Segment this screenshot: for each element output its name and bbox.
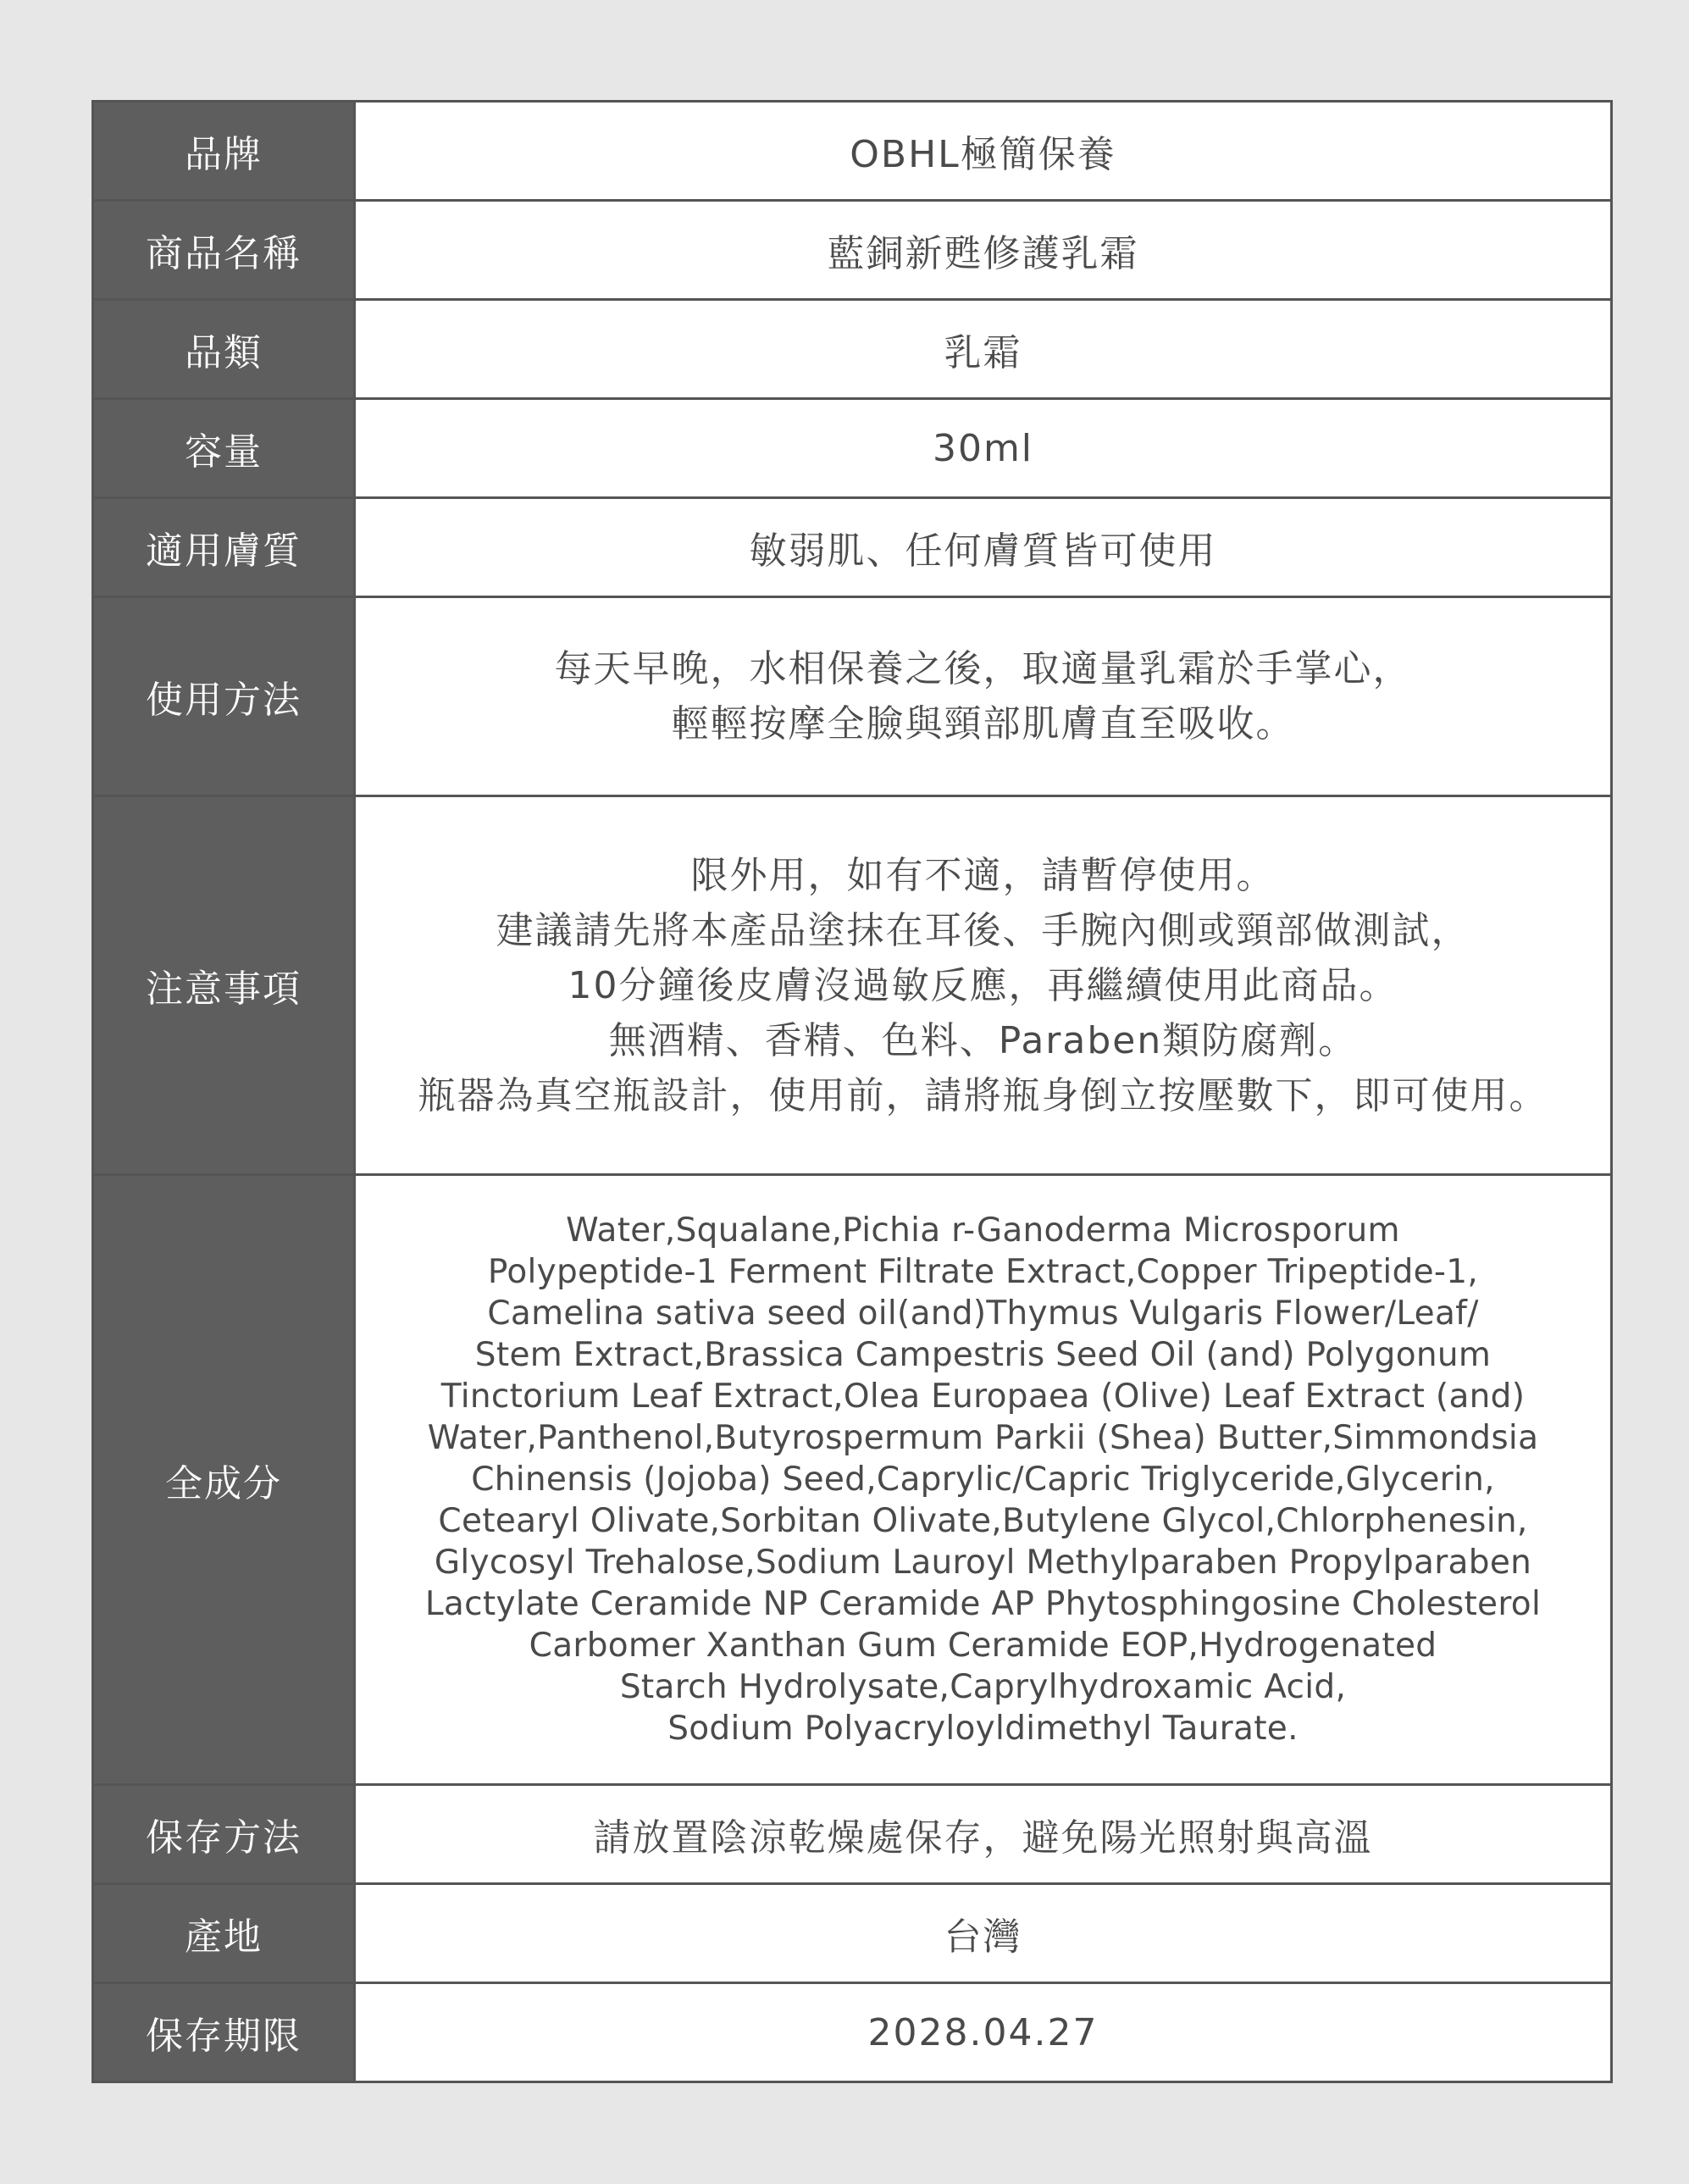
row-value-product-name: 藍銅新甦修護乳霜 — [355, 201, 1612, 300]
row-label-origin: 產地 — [93, 1884, 355, 1983]
row-label-product-name: 商品名稱 — [93, 201, 355, 300]
row-brand — [93, 102, 1612, 201]
row-value-volume: 30ml — [355, 399, 1612, 498]
product-spec-table — [91, 100, 1613, 2083]
row-volume — [93, 399, 1612, 498]
row-ingredients — [93, 1175, 1612, 1785]
row-origin — [93, 1884, 1612, 1983]
row-label-storage: 保存方法 — [93, 1785, 355, 1884]
row-label-skin-type: 適用膚質 — [93, 498, 355, 597]
row-expiry — [93, 1983, 1612, 2082]
row-value-ingredients: Water,Squalane,Pichia r-Ganoderma Microsporum Polypeptide-1 Ferment Filtrate Extract,Copper Tripeptide-1, Camelina sativa seed oil(and)Thymus Vulgaris Flower/Leaf/ Stem Extract,Brassica Campestris Seed Oil (and) Polygonum Tinctorium Leaf Extract,Olea Europaea (Olive) Leaf Extract (and) Water,Panthenol,Butyrospermum Parkii (Shea) Butter,Simmondsia Chinensis (Jojoba) Seed,Caprylic/Capric Triglyceride,Glycerin, Cetearyl Olivate,Sorbitan Olivate,Butylene Glycol,Chlorphenesin, Glycosyl Trehalose,Sodium Lauroyl Methylparaben Propylparaben Lactylate Ceramide NP Ceramide AP Phytosphingosine Cholesterol Carbomer Xanthan Gum Ceramide EOP,Hydrogenated Starch Hydrolysate,Caprylhydroxamic Acid, Sodium Polyacryloyldimethyl Taurate. — [355, 1175, 1612, 1785]
row-value-brand: OBHL極簡保養 — [355, 102, 1612, 201]
row-usage — [93, 597, 1612, 796]
row-label-usage: 使用方法 — [93, 597, 355, 796]
row-label-expiry: 保存期限 — [93, 1983, 355, 2082]
row-label-volume: 容量 — [93, 399, 355, 498]
row-label-precautions: 注意事項 — [93, 796, 355, 1175]
row-value-storage: 請放置陰涼乾燥處保存，避免陽光照射與高溫 — [355, 1785, 1612, 1884]
row-value-precautions: 限外用，如有不適，請暫停使用。 建議請先將本產品塗抹在耳後、手腕內側或頸部做測試， 10分鐘後皮膚沒過敏反應，再繼續使用此商品。 無酒精、香精、色料、Paraben類防腐劑。 瓶器為真空瓶設計，使用前，請將瓶身倒立按壓數下，即可使用。 — [355, 796, 1612, 1175]
row-category — [93, 300, 1612, 399]
row-value-usage: 每天早晚，水相保養之後，取適量乳霜於手掌心， 輕輕按摩全臉與頸部肌膚直至吸收。 — [355, 597, 1612, 796]
row-storage — [93, 1785, 1612, 1884]
row-value-expiry: 2028.04.27 — [355, 1983, 1612, 2082]
row-label-brand: 品牌 — [93, 102, 355, 201]
row-precautions — [93, 796, 1612, 1175]
row-label-category: 品類 — [93, 300, 355, 399]
row-label-ingredients: 全成分 — [93, 1175, 355, 1785]
row-value-skin-type: 敏弱肌、任何膚質皆可使用 — [355, 498, 1612, 597]
row-value-origin: 台灣 — [355, 1884, 1612, 1983]
row-product-name — [93, 201, 1612, 300]
row-value-category: 乳霜 — [355, 300, 1612, 399]
row-skin-type — [93, 498, 1612, 597]
